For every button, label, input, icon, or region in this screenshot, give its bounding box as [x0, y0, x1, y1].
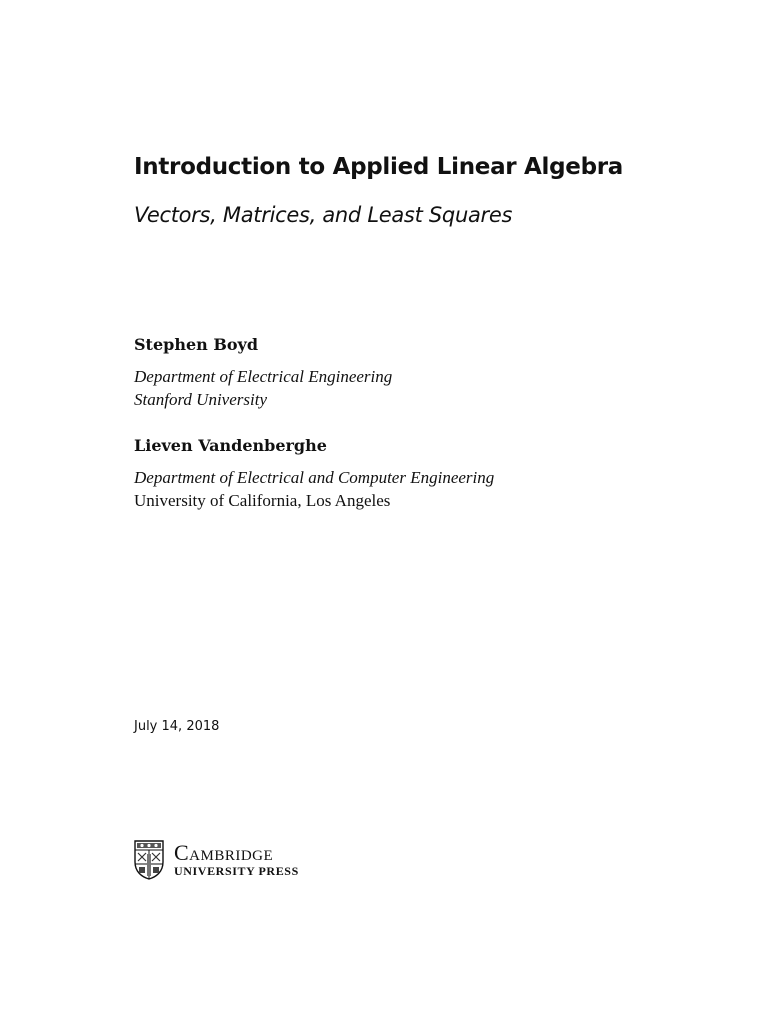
author-department: Department of Electrical Engineering: [134, 367, 393, 386]
author-name: Lieven Vandenberghe: [134, 436, 327, 455]
publisher-name: Cambridge: [174, 840, 274, 865]
author-department: Department of Electrical and Computer Engineering: [134, 468, 495, 487]
publisher-logo: [134, 839, 299, 881]
author-name: Stephen Boyd: [134, 335, 259, 354]
publisher-subname: UNIVERSITY PRESS: [174, 864, 299, 878]
publication-date: July 14, 2018: [134, 719, 220, 734]
author-university: Stanford University: [134, 390, 267, 409]
book-title: Introduction to Applied Linear Algebra: [134, 154, 624, 180]
author-university: University of California, Los Angeles: [134, 491, 391, 510]
author-affiliation: [134, 365, 392, 411]
cambridge-crest-icon: [134, 840, 164, 880]
author-affiliation: [134, 466, 494, 512]
book-subtitle: Vectors, Matrices, and Least Squares: [134, 203, 513, 227]
